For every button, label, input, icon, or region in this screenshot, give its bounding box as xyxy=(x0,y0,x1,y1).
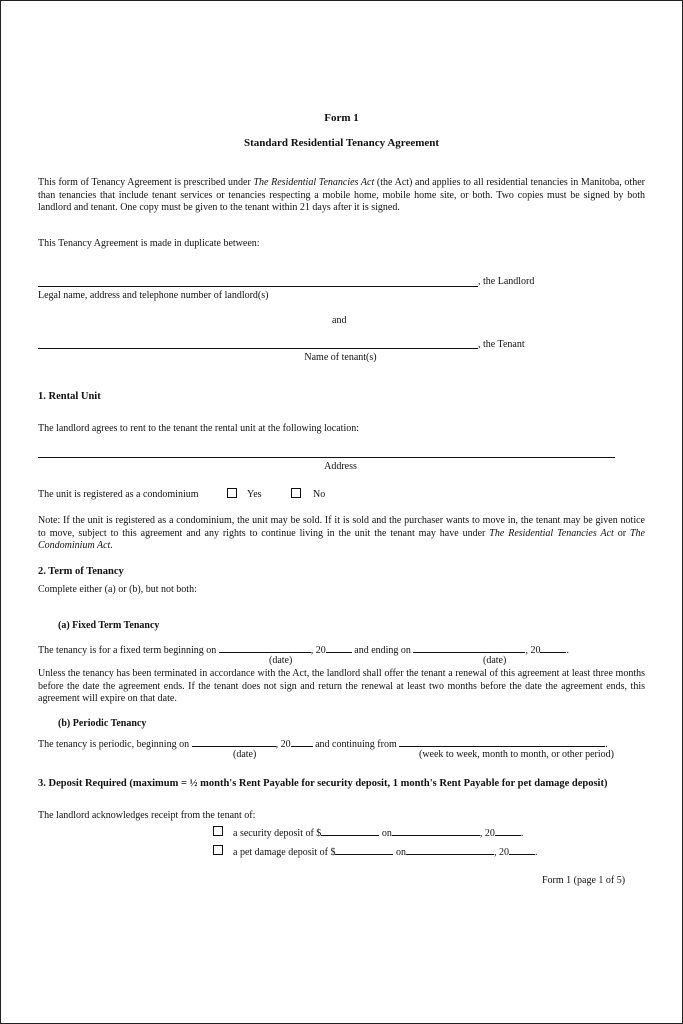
renewal-paragraph: Unless the tenancy has been terminated in accordance with the Act, the landlord shall offer the tenant a renewal of this agreement at least three months before the date the agreement ends. If the tenant does not sign and return the renewal at least two months before the date the agreement ends, this agreement will expire on that date. xyxy=(38,668,645,704)
security-amount-field[interactable] xyxy=(321,826,379,836)
fixed-start-year-prefix: 20 xyxy=(315,645,326,656)
periodic-line: The tenancy is periodic, beginning on , 20 and continuing from . xyxy=(38,739,608,750)
condo-yes-label: Yes xyxy=(247,489,262,500)
periodic-period: . xyxy=(605,739,608,750)
landlord-caption: Legal name, address and telephone number of landlord(s) xyxy=(38,290,269,301)
condo-no-checkbox[interactable] xyxy=(291,488,301,498)
fixed-end-year-field[interactable] xyxy=(540,643,566,653)
security-year-field[interactable] xyxy=(495,826,521,836)
fixed-start-year-field[interactable] xyxy=(326,643,352,653)
page-title: Standard Residential Tenancy Agreement xyxy=(243,137,440,149)
pet-deposit-checkbox[interactable] xyxy=(213,845,223,855)
and-text: and xyxy=(332,315,347,326)
pet-on-text: on xyxy=(395,847,406,858)
note-or: or xyxy=(613,527,630,539)
continuing-from-text: and continuing from xyxy=(315,739,397,750)
pet-year-prefix: 20 xyxy=(498,847,509,858)
note-text: Note: If the unit is registered as a condominium, the unit may be sold. If it is sold and the purchaser wants to move in, the tenant may be given notice to move, subject to this agreement and any rights to continue living in the unit the tenant may have under xyxy=(38,515,645,539)
landlord-suffix: , the Landlord xyxy=(478,276,535,287)
form-number: Form 1 xyxy=(324,112,359,124)
section1-text: The landlord agrees to rent to the tenant the rental unit at the following location: xyxy=(38,423,360,434)
condo-no-label: No xyxy=(313,489,326,500)
security-deposit-line: a security deposit of $ on , 20 . xyxy=(233,828,524,839)
condo-text: The unit is registered as a condominium xyxy=(38,489,199,500)
period-type-caption: (week to week, month to month, or other period) xyxy=(419,749,614,760)
fixed-period: . xyxy=(566,645,569,656)
periodic-heading: (b) Periodic Tenancy xyxy=(58,718,147,729)
security-date-field[interactable] xyxy=(392,826,480,836)
fixed-term-heading: (a) Fixed Term Tenancy xyxy=(58,620,160,631)
pet-amount-field[interactable] xyxy=(335,845,393,855)
condo-yes-checkbox[interactable] xyxy=(227,488,237,498)
periodic-year-field[interactable] xyxy=(291,737,313,747)
fixed-start-date-caption: (date) xyxy=(269,655,293,666)
pet-period: . xyxy=(534,847,538,858)
section2-instruction: Complete either (a) or (b), but not both: xyxy=(38,584,197,595)
intro-act-name: The Residential Tenancies Act xyxy=(253,177,375,188)
ending-on-text: and ending on xyxy=(354,645,411,656)
section1-heading: 1. Rental Unit xyxy=(38,391,101,402)
periodic-year-prefix: 20 xyxy=(280,739,291,750)
duplicate-text: This Tenancy Agreement is made in duplicate between: xyxy=(38,238,260,249)
tenant-caption: Name of tenant(s) xyxy=(304,352,377,363)
intro-text-start: This form of Tenancy Agreement is prescribed under xyxy=(38,177,254,188)
section2-heading: 2. Term of Tenancy xyxy=(38,566,124,577)
periodic-date-caption: (date) xyxy=(233,749,257,760)
intro-paragraph xyxy=(38,177,645,215)
note-act-1: The Residential Tenancies Act xyxy=(489,527,614,539)
tenant-field[interactable] xyxy=(38,348,478,349)
fixed-end-year-prefix: 20 xyxy=(530,645,541,656)
security-period: . xyxy=(520,828,524,839)
section3-text: The landlord acknowledges receipt from the tenant of: xyxy=(38,810,256,821)
page-number: Form 1 (page 1 of 5) xyxy=(542,875,626,886)
fixed-end-date-field[interactable] xyxy=(413,643,525,653)
note-act-2: The Condominium Act. xyxy=(38,527,645,551)
fixed-end-date-caption: (date) xyxy=(483,655,507,666)
pet-deposit-line: a pet damage deposit of $ on , 20 . xyxy=(233,847,538,858)
security-deposit-checkbox[interactable] xyxy=(213,826,223,836)
tenant-suffix: , the Tenant xyxy=(478,339,525,350)
intro-text-end: (the Act) and applies to all residential tenancies in Manitoba, other than tenancies that include tenant services or tenancies respecting a mobile home, mobile home site, or both. Two copies must be signed by both landlord and tenant. One copy must be given to the tenant within 21 days after it is signed. xyxy=(38,177,645,213)
security-deposit-label: a security deposit of $ xyxy=(233,828,322,839)
landlord-field[interactable] xyxy=(38,286,478,287)
pet-year-field[interactable] xyxy=(509,845,535,855)
security-on-text: on xyxy=(381,828,392,839)
fixed-start-date-field[interactable] xyxy=(219,643,311,653)
address-caption: Address xyxy=(324,461,357,472)
security-year-prefix: 20 xyxy=(484,828,495,839)
fixed-term-line: The tenancy is for a fixed term beginning on , 20 and ending on , 20 . xyxy=(38,645,569,656)
periodic-start-date-field[interactable] xyxy=(192,737,276,747)
section3-heading: 3. Deposit Required (maximum = ½ month's Rent Payable for security deposit, 1 month's Rent Payable for pet damage deposit) xyxy=(38,778,608,789)
pet-deposit-label: a pet damage deposit of $ xyxy=(233,847,336,858)
periodic-text: The tenancy is periodic, beginning on xyxy=(38,739,190,750)
fixed-term-text: The tenancy is for a fixed term beginning on xyxy=(38,645,217,656)
pet-date-field[interactable] xyxy=(406,845,494,855)
period-type-field[interactable] xyxy=(399,737,605,747)
address-field[interactable] xyxy=(38,457,615,458)
condo-note xyxy=(38,515,645,553)
